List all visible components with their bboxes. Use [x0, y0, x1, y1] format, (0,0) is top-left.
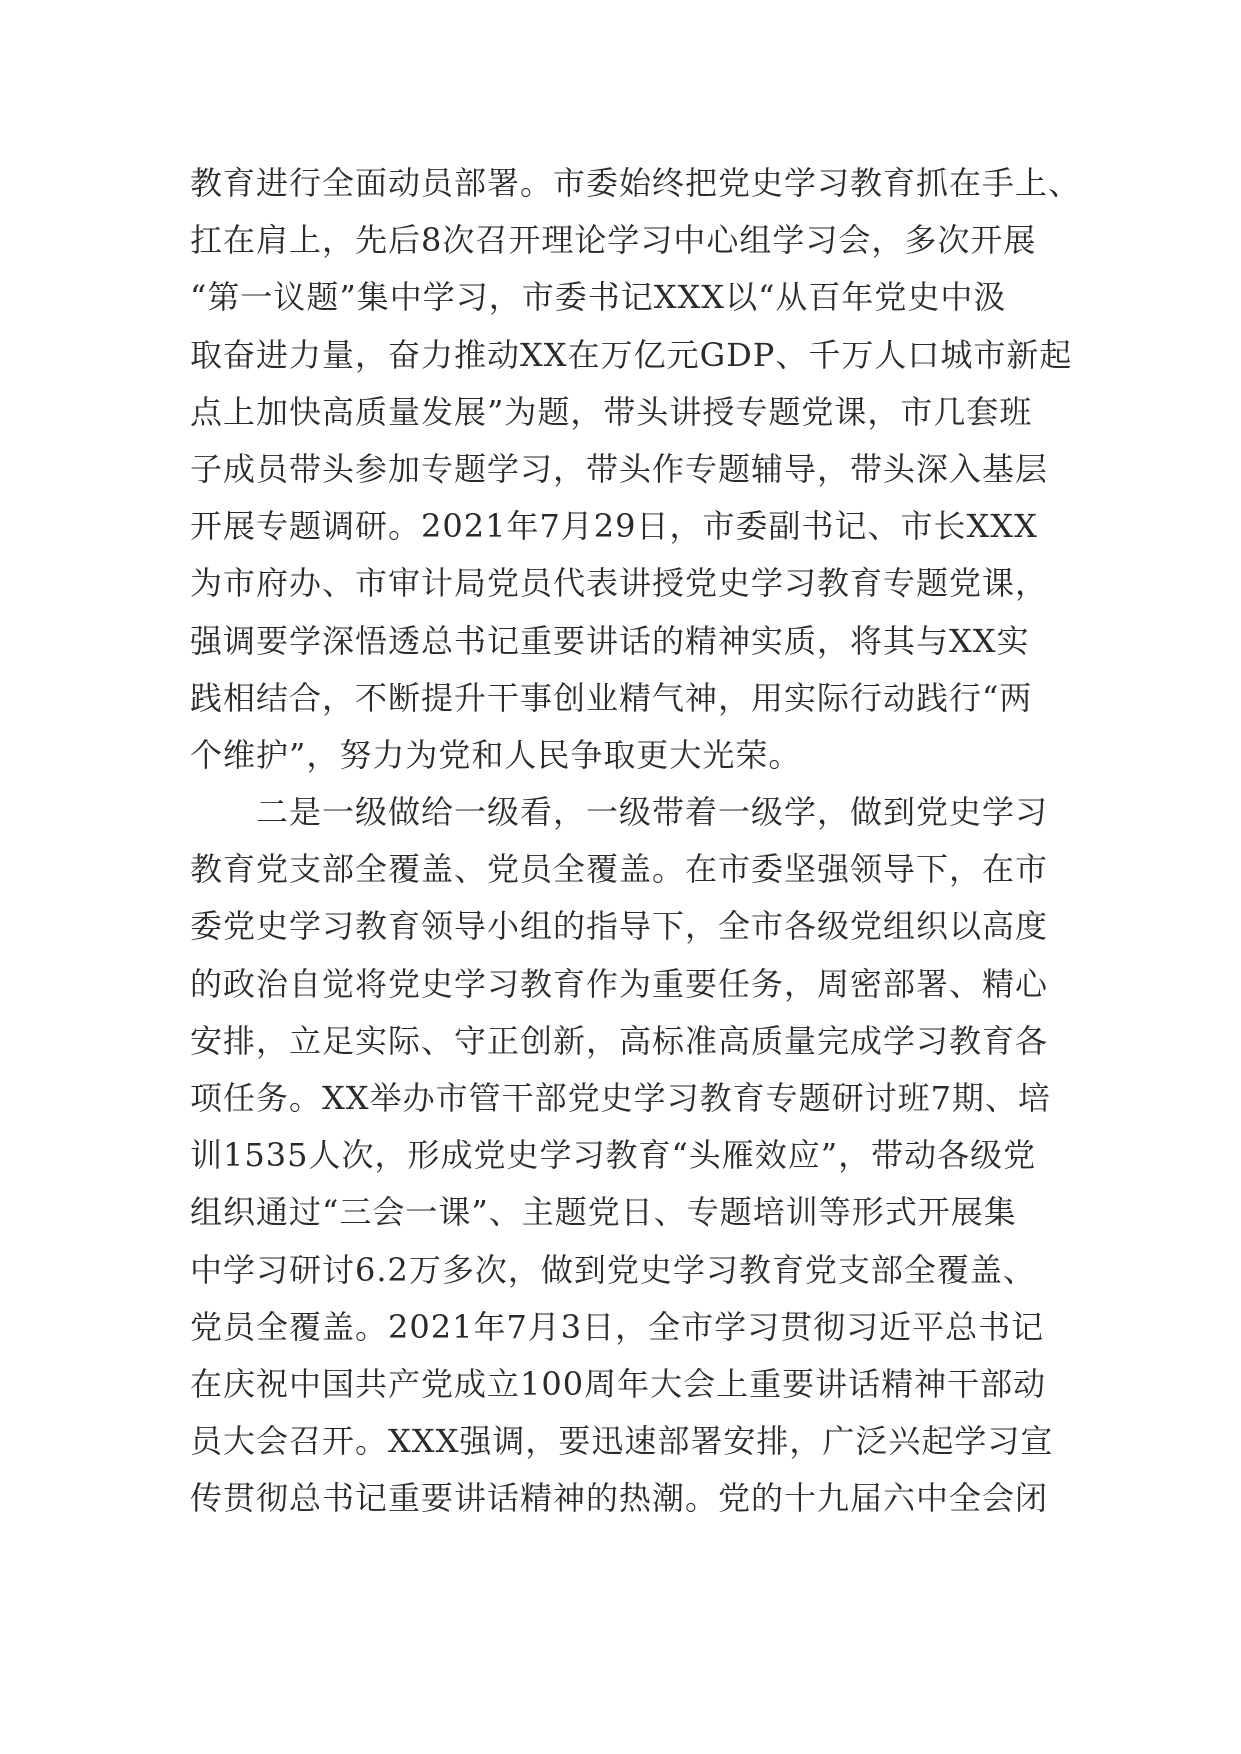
text-line: “第一议题”集中学习，市委书记XXX以“从百年党史中汲	[190, 278, 1007, 317]
text-line: 强调要学深悟透总书记重要讲话的精神实质，将其与XX实	[190, 621, 1030, 660]
body-text	[190, 155, 1082, 1528]
text-line: 二是一级做给一级看，一级带着一级学，做到党史学习	[190, 793, 1049, 832]
text-line: 个维护”，努力为党和人民争取更大光荣。	[190, 735, 802, 774]
text-line: 安排，立足实际、守正创新，高标准高质量完成学习教育各	[190, 1021, 1049, 1060]
text-line: 取奋进力量，奋力推动XX在万亿元GDP、千万人口城市新起	[190, 335, 1073, 374]
text-line: 扛在肩上，先后8次召开理论学习中心组学习会，多次开展	[190, 221, 1037, 260]
text-line: 组织通过“三会一课”、主题党日、专题培训等形式开展集	[190, 1193, 1017, 1232]
text-line: 点上加快高质量发展”为题，带头讲授专题党课，市几套班	[190, 392, 1033, 431]
text-line: 员大会召开。XXX强调，要迅速部署安排，广泛兴起学习宣	[190, 1422, 1054, 1461]
text-line: 为市府办、市审计局党员代表讲授党史学习教育专题党课，	[190, 564, 1049, 603]
text-line: 的政治自觉将党史学习教育作为重要任务，周密部署、精心	[190, 964, 1049, 1003]
text-line: 践相结合，不断提升干事创业精气神，用实际行动践行“两	[190, 678, 1033, 717]
text-line: 训1535人次，形成党史学习教育“头雁效应”，带动各级党	[190, 1136, 1037, 1175]
text-line: 教育进行全面动员部署。市委始终把党史学习教育抓在手上、	[190, 164, 1082, 202]
text-line: 项任务。XX举办市管干部党史学习教育专题研讨班7期、培	[190, 1079, 1051, 1117]
text-line: 党员全覆盖。2021年7月3日，全市学习贯彻习近平总书记	[190, 1307, 1045, 1346]
text-line: 委党史学习教育领导小组的指导下，全市各级党组织以高度	[190, 907, 1049, 946]
text-line: 教育党支部全覆盖、党员全覆盖。在市委坚强领导下，在市	[190, 850, 1049, 889]
text-line: 传贯彻总书记重要讲话精神的热潮。党的十九届六中全会闭	[190, 1479, 1049, 1518]
text-line: 中学习研讨6.2万多次，做到党史学习教育党支部全覆盖、	[190, 1250, 1036, 1289]
text-line: 开展专题调研。2021年7月29日，市委副书记、市长XXX	[190, 507, 1038, 546]
text-line: 子成员带头参加专题学习，带头作专题辅导，带头深入基层	[190, 449, 1049, 488]
text-line: 在庆祝中国共产党成立100周年大会上重要讲话精神干部动	[190, 1364, 1047, 1403]
